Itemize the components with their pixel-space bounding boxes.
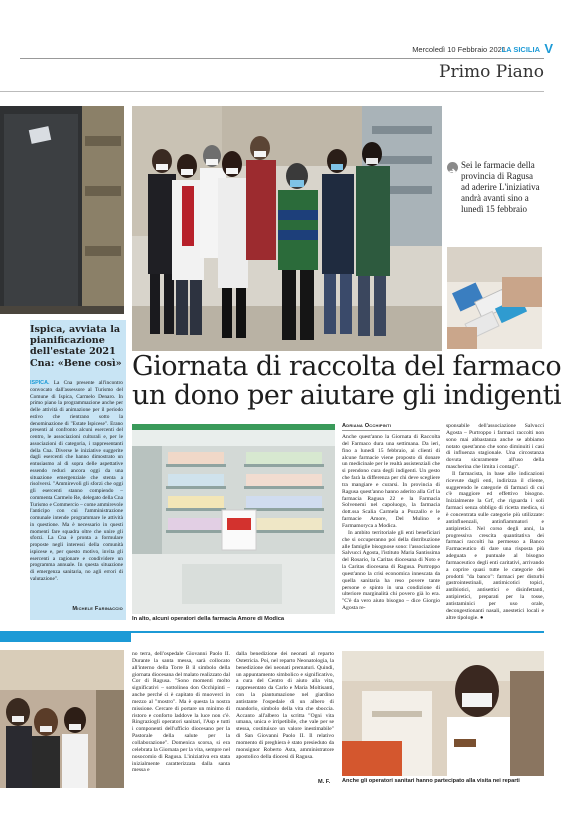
ispica-signature: Michele Farinaccio <box>72 606 123 612</box>
article-column-2 <box>446 423 544 621</box>
pharmacy-interior-photo <box>132 424 335 614</box>
ispica-sidebar-title: Ispica, avviata la pianificazione dell'estate 2021 Cna: «Bene così» <box>30 324 122 369</box>
headline <box>132 351 562 411</box>
arrow-circle-icon <box>447 162 458 173</box>
bottom-column-1 <box>132 651 230 788</box>
headline-line-1: Giornata di raccolta del farmaco <box>132 351 562 382</box>
header-paper-name: LA SICILIA <box>501 45 540 54</box>
medicine-boxes-photo <box>447 247 542 349</box>
section-title: Primo Piano <box>439 62 544 82</box>
pharmacy-staff-photo <box>132 106 442 351</box>
bottom-col2-text: dalla benedizione dei neonati al reparto Ostetricia. Poi, nel reparto Neonatologia, la benedizione dei neonati prematuri. Quindi, un appuntamento simbolico e significativo, a cura del Centro di aiuto alla vita, rappresentato da Carlo e Maria Moltisanti, con la piantumazione nel giardino antistante l'ospedale di un albero di mandorlo, simbolo della vita che sboccia. Accanto all'albero la scritta "Ogni vita umana, unica e irripetibile, che vale per se stessa, costituisce un valore inestimabile" di San Giovanni Paolo II. Il relativo momento di preghiera è stato presieduto da monsignor Roberto Asta, amministratore apostolico della diocesi di Ragusa. <box>236 651 334 760</box>
ispica-body-text: La Cna presente all'incontro convocato dall'assessore al Turismo del Comune di Ispica, Carmelo Denaro. In primo piano la programmazione anche per delle attività di animazione per il periodo estivo che rientrano sotto la denominazione di "Estate Ispicese". Erano presenti al confronto alcuni esercenti del centro, le associazioni culturali e, per le associazioni di categoria, i rappresentanti della Cna. Diverse le iniziative suggerite dagli esercenti che hanno dimostrato un entusiasmo al di sopra delle aspettative essendo reduci ancora oggi da una situazione emergenziale che stenta a risolversi. "Ammirevoli gli sforzi che oggi gli esercenti stanno compiendo – commenta Carmelo Re, delegato della Cna Turismo e Commercio – come ammirevole l'anticipo con cui l'amministrazione comunale intende programmare le attività in questione. Ma è necessario in questi momenti fare squadra oltre che unire gli sforzi. La Cna è pronta a formulare proposte negli interessi della comunità ispicese e, per questo motivo, invita gli esercenti a ragionare e condividere un programma annuale. In questa situazione di emergenza sanitaria, no agli errori di valutazione". <box>30 380 123 582</box>
header-page-letter: V <box>544 41 553 56</box>
header-date: Mercoledì 10 Febbraio 2021 <box>412 45 506 54</box>
page-header <box>0 40 580 58</box>
article-col1-para-2: In ambito territoriale gli enti beneficiari che si occuperanno poi della distribuzione alle famiglie bisognose sono: l'associazione Salvucci Agosta, l'istituto Maria Santissima del Rosario, la Caritas diocesana di Noto e la Caritas diocesana di Ragusa. Purtroppo quest'anno la crisi economica innescata da quella sanitaria ha reso povere tante persone e spinto in una condizione di ulteriore marginalità chi povero già lo era. "C'è da vero aiuto bisogno – dice Giorgio Agosta re- <box>342 529 440 612</box>
bottom-section-rule <box>0 631 131 642</box>
ispica-photo <box>0 106 124 314</box>
bottom-col1-text: no terra, dell'ospedale Giovanni Paolo II. Durante la santa messa, sarà collocato all'interno della Torre B il simbolo della giornata diocesana del malato realizzato dal Cor di Ragusa. "Sono momenti molto significativi – sottolinea don Occhipinti – anche perché ci è capitato di muoverci in mezzo al "mostro". Ma è questa la nostra missione. Cercare di portare un minimo di ristoro e conforto laddove la luce non c'è. Ringraziogli operatori sanitari, l'Asp e tutti i componenti dell'ufficio diocesano per la Pastorale della salute per la collaborazione". Domenica scorsa, si era celebrata la Giornata per la vita, sempre nel nosocomio di Ragusa. L'iniziativa era stata inizialmente caratterizzata dalla santa messa e <box>132 651 230 774</box>
article-col1-body <box>342 434 440 620</box>
section-rule <box>0 91 544 92</box>
bottom-column-2 <box>236 651 334 777</box>
health-worker-photo <box>342 651 544 776</box>
header-rule <box>20 58 544 59</box>
bottom-signature: M. F. <box>318 779 331 785</box>
bottom-section-rule-thin <box>131 631 544 633</box>
hospital-visit-photo <box>0 650 124 788</box>
ispica-lead: ISPICA. <box>30 380 50 386</box>
article-col2-para-1: sponsabile dell'associazione Salvucci Agosta – Purtroppo i farmaci raccolti non sono mai abbastanza anche se abbiamo notato quest'anno che sono diminuiti i casi di influenza stagionale. Una circostanza dovuta sicuramente all'uso della mascherina che limita i contagi". <box>446 423 544 471</box>
article-column-1 <box>342 423 440 621</box>
health-worker-caption: Anche gli operatori sanitari hanno partecipato alla visita nei reparti <box>342 778 520 784</box>
article-byline: Adriana Occhipinti <box>342 423 440 431</box>
article-col1-para-1: Anche quest'anno la Giornata di Raccolta del Farmaco dura una settimana. Da ieri, fino a lunedì 15 febbraio, ai clienti di alcune farmacie viene proposto di donare un medicinale per le realtà assistenziali che si prendono cura degli indigenti. Un gesto che farà la differenza per chi deve scegliere tra mangiare e curarsi. In provincia di Ragusa quest'anno hanno aderito alla Grf la farmacia Ragusa 22 e la Farmacia Solvenemi nel capoluogo, la farmacia dott.ssa Scalia Carmela a Pozzallo e le farmacie Amore, Del Mulino e Farmamoryca a Modica. <box>342 434 440 529</box>
feature-sidebox <box>447 160 547 245</box>
ispica-sidebar-body <box>30 380 123 602</box>
headline-line-2: un dono per aiutare gli indigenti <box>132 380 562 411</box>
sidebox-text: Sei le farmacie della provincia di Ragusa ad aderire L'iniziativa andrà avanti sino a lunedì 15 febbraio <box>461 160 540 214</box>
article-col2-para-2: Il farmacista, in base alle indicazioni ricevute dagli enti, indirizza il cliente, suggerendo le categorie di farmaci di cui c'è maggiore ed effettivo bisogno. Inizialmente la Grf, che riguarda i soli farmaci senza obbligo di ricetta medica, si è concentrata sulle categorie più utilizzate: antinfluenzali, antinfiammatori e antipiretici. Nel corso degli anni, la progressiva crescita quantitativa dei farmaci raccolti ha permesso a Banco Farmaceutico di dare una risposta più adeguata e puntuale al bisogno farmaceutico degli enti caritativi, arrivando a coprire quasi tutte le categorie dei prodotti "da banco": farmaci per disturbi gastrointestinali, antimicotici topici, antibiotici, antisettici e disinfettanti, antipiretici, preparati per la tosse, antistaminici per uso orale, decongestionanti nasali, anestetici locali e altre tipologie. ● <box>446 470 544 621</box>
ispica-sidebar <box>30 320 126 620</box>
interior-photo-caption: In alto, alcuni operatori della farmacia Amore di Modica <box>132 616 285 622</box>
